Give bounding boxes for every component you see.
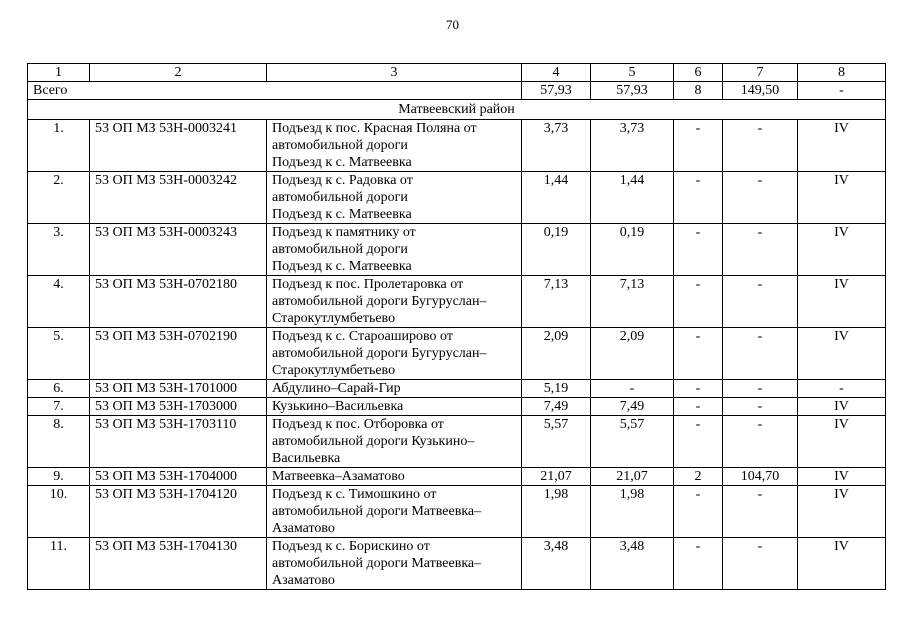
column-8-cell: IV bbox=[798, 172, 886, 224]
road-code-cell: 53 ОП МЗ 53Н-0702190 bbox=[90, 328, 267, 380]
table-row bbox=[28, 468, 886, 486]
column-4-cell: 2,09 bbox=[522, 328, 591, 380]
section-title: Матвеевский район bbox=[28, 100, 886, 120]
column-6-cell: - bbox=[674, 172, 723, 224]
road-code-cell: 53 ОП МЗ 53Н-1704000 bbox=[90, 468, 267, 486]
column-6-cell: - bbox=[674, 120, 723, 172]
road-name-cell: Подъезд к с. Тимошкино от автомобильной дороги Матвеевка– Азаматово bbox=[267, 486, 522, 538]
table-row bbox=[28, 328, 886, 380]
column-4-cell: 5,57 bbox=[522, 416, 591, 468]
column-6-cell: - bbox=[674, 276, 723, 328]
column-5-cell: - bbox=[591, 380, 674, 398]
page-number: 70 bbox=[446, 17, 459, 32]
total-label: Всего bbox=[28, 82, 522, 100]
column-7-cell: - bbox=[723, 416, 798, 468]
row-number-cell: 3. bbox=[28, 224, 90, 276]
column-7-cell: - bbox=[723, 224, 798, 276]
column-4-cell: 3,73 bbox=[522, 120, 591, 172]
column-6-cell: - bbox=[674, 486, 723, 538]
row-number-cell: 2. bbox=[28, 172, 90, 224]
column-5-cell: 3,48 bbox=[591, 538, 674, 590]
table-row bbox=[28, 224, 886, 276]
row-number-cell: 6. bbox=[28, 380, 90, 398]
column-7-cell: - bbox=[723, 276, 798, 328]
column-5-cell: 7,49 bbox=[591, 398, 674, 416]
header-row bbox=[28, 64, 886, 82]
total-cell-4: 57,93 bbox=[522, 82, 591, 100]
total-row bbox=[28, 82, 886, 100]
column-5-cell: 7,13 bbox=[591, 276, 674, 328]
column-6-cell: - bbox=[674, 224, 723, 276]
column-7-cell: - bbox=[723, 538, 798, 590]
table-row bbox=[28, 380, 886, 398]
road-name-cell: Абдулино–Сарай-Гир bbox=[267, 380, 522, 398]
column-7-cell: - bbox=[723, 380, 798, 398]
road-code-cell: 53 ОП МЗ 53Н-1703000 bbox=[90, 398, 267, 416]
header-cell-6: 6 bbox=[674, 64, 723, 82]
column-8-cell: IV bbox=[798, 416, 886, 468]
column-7-cell: - bbox=[723, 120, 798, 172]
column-6-cell: - bbox=[674, 380, 723, 398]
column-7-cell: - bbox=[723, 172, 798, 224]
road-code-cell: 53 ОП МЗ 53Н-0702180 bbox=[90, 276, 267, 328]
road-name-cell: Подъезд к с. Староаширово от автомобильной дороги Бугуруслан– Старокутлумбетьево bbox=[267, 328, 522, 380]
table-row bbox=[28, 172, 886, 224]
column-5-cell: 1,44 bbox=[591, 172, 674, 224]
column-4-cell: 7,13 bbox=[522, 276, 591, 328]
column-7-cell: - bbox=[723, 486, 798, 538]
column-6-cell: 2 bbox=[674, 468, 723, 486]
column-4-cell: 21,07 bbox=[522, 468, 591, 486]
road-code-cell: 53 ОП МЗ 53Н-1704120 bbox=[90, 486, 267, 538]
column-8-cell: IV bbox=[798, 468, 886, 486]
table-row bbox=[28, 486, 886, 538]
table-row bbox=[28, 538, 886, 590]
column-7-cell: 104,70 bbox=[723, 468, 798, 486]
road-name-cell: Подъезд к памятнику от автомобильной дороги Подъезд к с. Матвеевка bbox=[267, 224, 522, 276]
table-row bbox=[28, 398, 886, 416]
table-row bbox=[28, 120, 886, 172]
row-number-cell: 10. bbox=[28, 486, 90, 538]
column-4-cell: 5,19 bbox=[522, 380, 591, 398]
table-header bbox=[28, 64, 886, 82]
row-number-cell: 9. bbox=[28, 468, 90, 486]
column-8-cell: IV bbox=[798, 398, 886, 416]
table-row bbox=[28, 416, 886, 468]
column-8-cell: IV bbox=[798, 486, 886, 538]
road-name-cell: Подъезд к с. Радовка от автомобильной дороги Подъезд к с. Матвеевка bbox=[267, 172, 522, 224]
column-5-cell: 0,19 bbox=[591, 224, 674, 276]
column-4-cell: 3,48 bbox=[522, 538, 591, 590]
road-code-cell: 53 ОП МЗ 53Н-0003243 bbox=[90, 224, 267, 276]
road-code-cell: 53 ОП МЗ 53Н-1704130 bbox=[90, 538, 267, 590]
column-8-cell: - bbox=[798, 380, 886, 398]
roads-table bbox=[27, 63, 886, 590]
column-4-cell: 0,19 bbox=[522, 224, 591, 276]
row-number-cell: 8. bbox=[28, 416, 90, 468]
road-code-cell: 53 ОП МЗ 53Н-0003242 bbox=[90, 172, 267, 224]
section-row bbox=[28, 100, 886, 120]
total-cell-8: - bbox=[798, 82, 886, 100]
road-rows bbox=[28, 82, 886, 590]
column-7-cell: - bbox=[723, 328, 798, 380]
road-name-cell: Кузькино–Васильевка bbox=[267, 398, 522, 416]
column-5-cell: 3,73 bbox=[591, 120, 674, 172]
column-7-cell: - bbox=[723, 398, 798, 416]
header-cell-4: 4 bbox=[522, 64, 591, 82]
column-8-cell: IV bbox=[798, 120, 886, 172]
column-6-cell: - bbox=[674, 416, 723, 468]
header-cell-7: 7 bbox=[723, 64, 798, 82]
row-number-cell: 11. bbox=[28, 538, 90, 590]
column-5-cell: 2,09 bbox=[591, 328, 674, 380]
row-number-cell: 1. bbox=[28, 120, 90, 172]
total-cell-6: 8 bbox=[674, 82, 723, 100]
column-8-cell: IV bbox=[798, 276, 886, 328]
column-5-cell: 1,98 bbox=[591, 486, 674, 538]
road-code-cell: 53 ОП МЗ 53Н-1701000 bbox=[90, 380, 267, 398]
road-name-cell: Подъезд к с. Борискино от автомобильной дороги Матвеевка– Азаматово bbox=[267, 538, 522, 590]
column-5-cell: 5,57 bbox=[591, 416, 674, 468]
total-cell-5: 57,93 bbox=[591, 82, 674, 100]
total-cell-7: 149,50 bbox=[723, 82, 798, 100]
column-8-cell: IV bbox=[798, 328, 886, 380]
column-4-cell: 1,44 bbox=[522, 172, 591, 224]
header-cell-3: 3 bbox=[267, 64, 522, 82]
column-6-cell: - bbox=[674, 328, 723, 380]
column-4-cell: 1,98 bbox=[522, 486, 591, 538]
row-number-cell: 5. bbox=[28, 328, 90, 380]
column-4-cell: 7,49 bbox=[522, 398, 591, 416]
header-cell-1: 1 bbox=[28, 64, 90, 82]
road-name-cell: Подъезд к пос. Пролетаровка от автомобильной дороги Бугуруслан– Старокутлумбетьево bbox=[267, 276, 522, 328]
column-5-cell: 21,07 bbox=[591, 468, 674, 486]
road-name-cell: Матвеевка–Азаматово bbox=[267, 468, 522, 486]
table-row bbox=[28, 276, 886, 328]
row-number-cell: 7. bbox=[28, 398, 90, 416]
road-code-cell: 53 ОП МЗ 53Н-0003241 bbox=[90, 120, 267, 172]
road-code-cell: 53 ОП МЗ 53Н-1703110 bbox=[90, 416, 267, 468]
row-number-cell: 4. bbox=[28, 276, 90, 328]
header-cell-2: 2 bbox=[90, 64, 267, 82]
column-8-cell: IV bbox=[798, 538, 886, 590]
column-6-cell: - bbox=[674, 538, 723, 590]
header-cell-5: 5 bbox=[591, 64, 674, 82]
column-6-cell: - bbox=[674, 398, 723, 416]
road-name-cell: Подъезд к пос. Отборовка от автомобильной дороги Кузькино– Васильевка bbox=[267, 416, 522, 468]
road-name-cell: Подъезд к пос. Красная Поляна от автомобильной дороги Подъезд к с. Матвеевка bbox=[267, 120, 522, 172]
column-8-cell: IV bbox=[798, 224, 886, 276]
header-cell-8: 8 bbox=[798, 64, 886, 82]
